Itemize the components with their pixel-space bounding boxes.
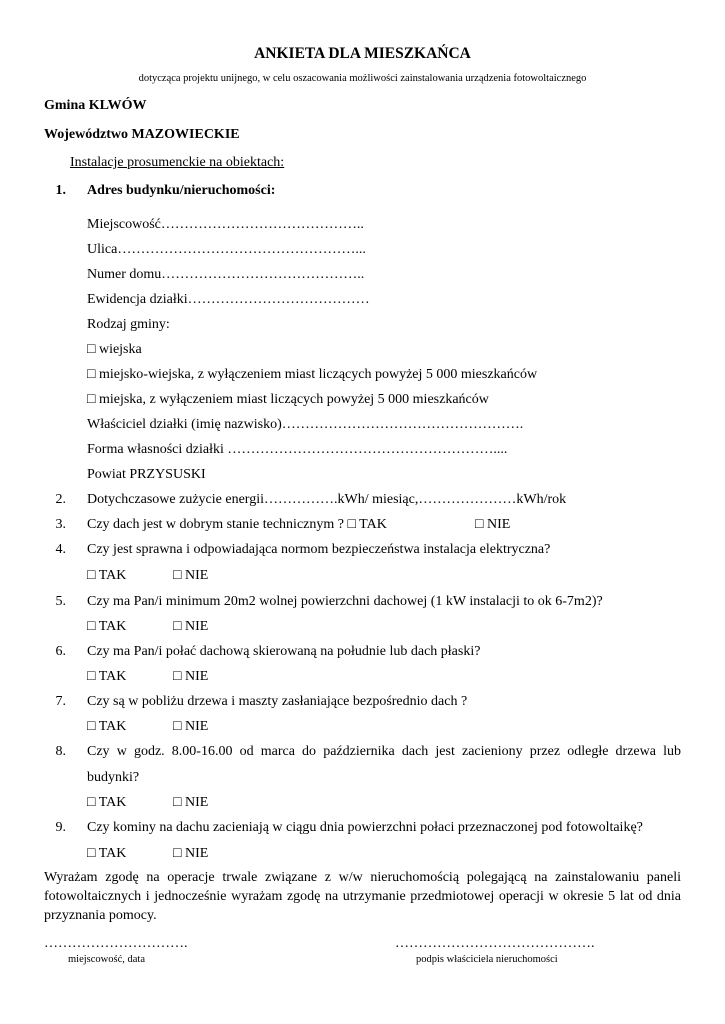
q9-checkbox-nie[interactable]: □ NIE bbox=[173, 846, 209, 861]
q2-energy-usage-field[interactable]: Dotychczasowe zużycie energii…………….kWh/ miesiąc,…………………kWh/rok bbox=[87, 492, 567, 507]
q9-number: 9. bbox=[55, 820, 66, 835]
q4-checkbox-tak[interactable]: □ TAK bbox=[87, 568, 127, 583]
q8-question-line1: Czy w godz. 8.00-16.00 od marca do października dach jest zacieniony przez odległe drzewa lub bbox=[87, 744, 681, 759]
q3-question-tak[interactable]: Czy dach jest w dobrym stanie technicznym ? □ TAK bbox=[87, 517, 387, 532]
label-rodzaj-gminy: Rodzaj gminy: bbox=[87, 317, 170, 332]
q6-checkbox-nie[interactable]: □ NIE bbox=[173, 669, 209, 684]
q3-checkbox-nie[interactable]: □ NIE bbox=[475, 517, 511, 532]
gmina-heading: Gmina KLWÓW bbox=[44, 98, 147, 113]
checkbox-miejska[interactable]: □ miejska, z wyłączeniem miast liczących powyżej 5 000 mieszkańców bbox=[87, 392, 489, 407]
q4-number: 4. bbox=[55, 542, 66, 557]
q9-checkbox-tak[interactable]: □ TAK bbox=[87, 846, 127, 861]
field-numer-domu[interactable]: Numer domu…………………………………….. bbox=[87, 267, 365, 282]
checkbox-wiejska[interactable]: □ wiejska bbox=[87, 342, 142, 357]
field-ulica[interactable]: Ulica……………………………………………... bbox=[87, 242, 366, 257]
q5-number: 5. bbox=[55, 594, 66, 609]
q9-question: Czy kominy na dachu zacieniają w ciągu dnia powierzchni połaci przeznaczonej pod fotowoltaikę? bbox=[87, 820, 643, 835]
field-forma-wlasnosci[interactable]: Forma własności działki ………………………………………………….... bbox=[87, 442, 508, 457]
field-wlasciciel[interactable]: Właściciel działki (imię nazwisko)……………………………………………. bbox=[87, 417, 524, 432]
q8-checkbox-tak[interactable]: □ TAK bbox=[87, 795, 127, 810]
q5-question: Czy ma Pan/i minimum 20m2 wolnej powierzchni dachowej (1 kW instalacji to ok 6-7m2)? bbox=[87, 594, 603, 609]
signature-place-date-line[interactable]: …………………………. bbox=[44, 936, 188, 951]
q7-number: 7. bbox=[55, 694, 66, 709]
field-miejscowosc[interactable]: Miejscowość…………………………………….. bbox=[87, 217, 364, 232]
q6-question: Czy ma Pan/i połać dachową skierowaną na południe lub dach płaski? bbox=[87, 644, 481, 659]
q8-question-line2: budynki? bbox=[87, 770, 140, 785]
q3-number: 3. bbox=[55, 517, 66, 532]
document-title: ANKIETA DLA MIESZKAŃCA bbox=[254, 45, 471, 62]
signature-owner-line[interactable]: ……………………………………. bbox=[395, 936, 595, 951]
q7-checkbox-tak[interactable]: □ TAK bbox=[87, 719, 127, 734]
q6-checkbox-tak[interactable]: □ TAK bbox=[87, 669, 127, 684]
q4-question: Czy jest sprawna i odpowiadająca normom bezpieczeństwa instalacja elektryczna? bbox=[87, 542, 551, 557]
signature-place-date-label: miejscowość, data bbox=[68, 954, 145, 965]
document-subtitle: dotycząca projektu unijnego, w celu oszacowania możliwości zainstalowania urządzenia fotowoltaicznego bbox=[138, 73, 587, 84]
q4-checkbox-nie[interactable]: □ NIE bbox=[173, 568, 209, 583]
q7-checkbox-nie[interactable]: □ NIE bbox=[173, 719, 209, 734]
wojewodztwo-heading: Województwo MAZOWIECKIE bbox=[44, 127, 240, 142]
label-powiat: Powiat PRZYSUSKI bbox=[87, 467, 206, 482]
field-ewidencja-dzialki[interactable]: Ewidencja działki………………………………… bbox=[87, 292, 370, 307]
consent-statement: Wyrażam zgodę na operacje trwale związane z w/w nieruchomością polegającą na zainstalowaniu paneli fotowoltaicznych i jednocześnie wyrażam zgodę na utrzymanie przedmiotowej operacji w okresie 5 lat od dnia przyznania pomocy. bbox=[44, 870, 681, 923]
q6-number: 6. bbox=[55, 644, 66, 659]
q8-number: 8. bbox=[55, 744, 66, 759]
q7-question: Czy są w pobliżu drzewa i maszty zasłaniające bezpośrednio dach ? bbox=[87, 694, 468, 709]
q8-checkbox-nie[interactable]: □ NIE bbox=[173, 795, 209, 810]
section1-title: Adres budynku/nieruchomości: bbox=[87, 183, 276, 198]
q5-checkbox-nie[interactable]: □ NIE bbox=[173, 619, 209, 634]
section1-number: 1. bbox=[55, 183, 66, 198]
instalacje-heading: Instalacje prosumenckie na obiektach: bbox=[70, 155, 285, 170]
q5-checkbox-tak[interactable]: □ TAK bbox=[87, 619, 127, 634]
checkbox-miejsko-wiejska[interactable]: □ miejsko-wiejska, z wyłączeniem miast liczących powyżej 5 000 mieszkańców bbox=[87, 367, 538, 382]
signature-owner-label: podpis właściciela nieruchomości bbox=[416, 954, 558, 965]
q2-number: 2. bbox=[55, 492, 66, 507]
